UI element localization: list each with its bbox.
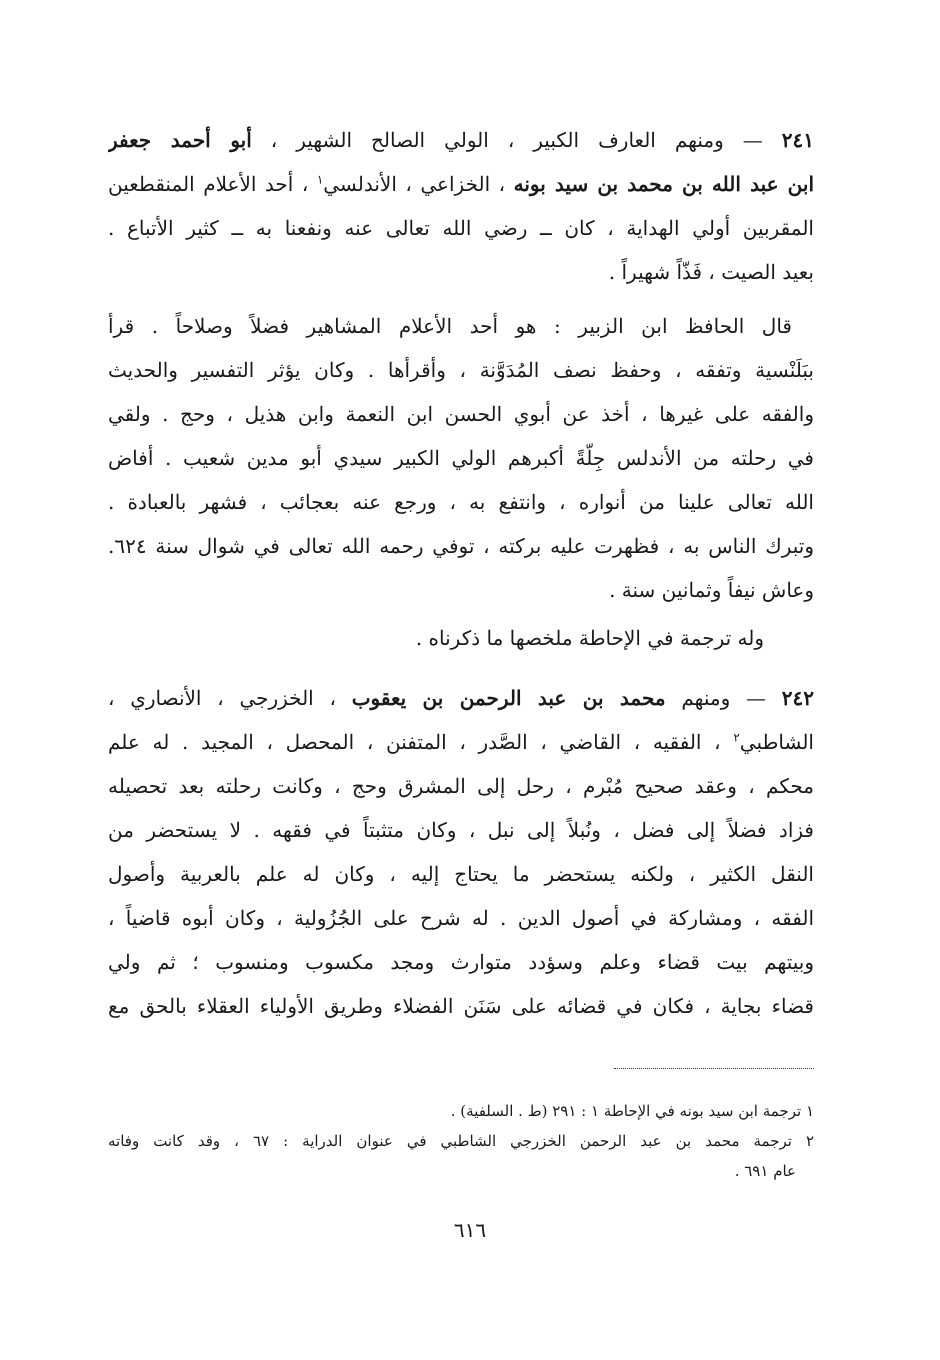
text-line: ببَلَنْسية وتفقه ، وحفظ نصف المُدَوَّنة ، وأقرأها . وكان يؤثر التفسير والحديث xyxy=(108,358,814,382)
line-text: ، الفقيه ، القاضي ، الصَّدر ، المتفنن ، المحصل ، المجيد . له علم xyxy=(108,730,734,754)
text-line: وبيتهم بيت قضاء وعلم وسؤدد متوارث ومجد مكسوب ومنسوب ؛ ثم ولي xyxy=(108,950,814,974)
text-line: والفقه على غيرها ، أخذ عن أبوي الحسن ابن النعمة وابن هذيل ، وحج . ولقي xyxy=(108,402,814,426)
line-text: ، الخزاعي ، الأندلسي xyxy=(323,172,514,196)
text-line: الفقه ، ومشاركة في أصول الدين . له شرح على الجُزُولية ، وكان أبوه قاضياً ، xyxy=(108,906,814,930)
text-line xyxy=(108,720,814,764)
footnote: ١ ترجمة ابن سيد بونه في الإحاطة ١ : ٢٩١ (ط . السلفية) . xyxy=(450,1102,814,1120)
footnote-marker: ١ xyxy=(316,172,324,187)
line-text: الشاطبي xyxy=(739,730,814,754)
text-line xyxy=(108,676,814,720)
footnote-continuation: عام ٦٩١ . xyxy=(734,1162,796,1180)
text-line: وتبرك الناس به ، فظهرت عليه بركته ، توفي رحمه الله تعالى في شوال سنة ٦٢٤. xyxy=(108,534,814,558)
text-line: محكم ، وعقد صحيح مُبْرم ، رحل إلى المشرق وحج ، وكانت رحلته بعد تحصيله xyxy=(108,774,814,798)
line-text: ، أحد الأعلام المنقطعين xyxy=(108,172,317,196)
person-name: محمد بن عبد الرحمن بن يعقوب xyxy=(351,686,666,710)
text-line: المقربين أولي الهداية ، كان ــ رضي الله تعالى عنه ونفعنا به ــ كثير الأتباع . xyxy=(108,216,814,240)
paragraph-ibn-zubayr xyxy=(108,304,814,612)
footnotes xyxy=(108,1096,814,1186)
page-number: ٦١٦ xyxy=(453,1218,487,1242)
text-line: الله تعالى علينا من أنواره ، وانتفع به ، ورجع عنه بعجائب ، فشهر بالعبادة . xyxy=(108,490,814,514)
text-line: قضاء بجاية ، فكان في قضائه على سَنَن الفضلاء وطريق الأولياء العقلاء بالحق مع xyxy=(108,994,814,1018)
person-name: أبو أحمد جعفر xyxy=(108,128,252,152)
text-line xyxy=(108,118,814,162)
entry-242 xyxy=(108,676,814,1028)
footnote-separator xyxy=(614,1068,814,1069)
text-line: فزاد فضلاً إلى فضل ، ونُبلاً إلى نبل ، وكان متثبتاً في فقهه . لا يستحضر من xyxy=(108,818,814,842)
entry-number: ٢٤١ xyxy=(781,128,814,152)
footnote: ٢ ترجمة محمد بن عبد الرحمن الخزرجي الشاطبي في عنوان الدراية : ٦٧ ، وقد كانت وفاته xyxy=(108,1132,814,1150)
text-line: وعاش نيفاً وثمانين سنة . xyxy=(609,578,814,602)
footnote-marker: ٢ xyxy=(733,730,740,745)
text-line: بعيد الصيت ، فَذّاً شهيراً . xyxy=(608,260,814,284)
text-line: قال الحافظ ابن الزبير : هو أحد الأعلام المشاهير فضلاً وصلاحاً . قرأ xyxy=(108,314,792,338)
text-line: النقل الكثير ، ولكنه يستحضر ما يحتاج إليه ، وكان له علم بالعربية وأصول xyxy=(108,862,814,886)
line-text: — ومنهم xyxy=(665,686,767,710)
text-line xyxy=(108,162,814,206)
entry-number: ٢٤٢ xyxy=(781,686,814,710)
text-line: وله ترجمة في الإحاطة ملخصها ما ذكرناه . xyxy=(415,626,764,650)
person-name: ابن عبد الله بن محمد بن سيد بونه xyxy=(513,172,814,196)
line-text: ، الخزرجي ، الأنصاري ، xyxy=(108,686,352,710)
line-text: — ومنهم العارف الكبير ، الولي الصالح الشهير ، xyxy=(251,128,763,152)
paragraph-ihata xyxy=(108,616,814,660)
entry-241 xyxy=(108,118,814,294)
text-line: في رحلته من الأندلس جِلّةً أكبرهم الولي الكبير سيدي أبو مدين شعيب . أفاض xyxy=(108,446,814,470)
